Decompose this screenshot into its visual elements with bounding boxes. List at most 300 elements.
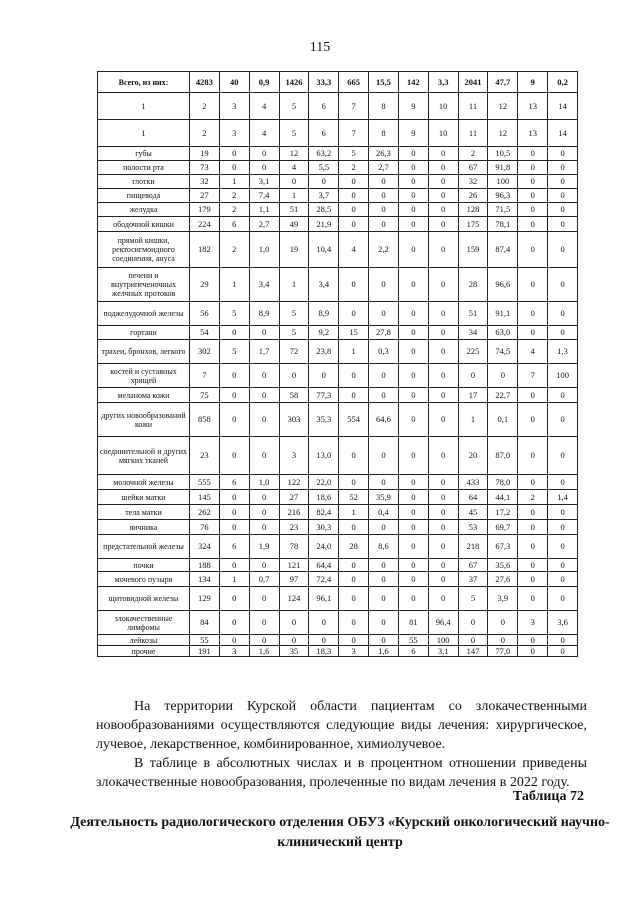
value-cell: 0 [398,572,428,587]
value-cell: 0 [548,388,578,403]
value-cell: 0 [339,388,369,403]
value-cell: 5 [458,587,488,611]
value-cell: 0 [339,217,369,232]
value-cell: 23 [279,520,309,535]
value-cell: 0 [219,437,249,475]
value-cell: 0 [398,217,428,232]
value-cell: 2,2 [369,232,399,268]
value-cell: 0 [398,203,428,217]
value-cell: 73 [190,161,220,175]
value-cell: 0 [428,268,458,302]
value-cell: 0 [518,559,548,572]
value-cell: 0,9 [249,72,279,93]
value-cell: 0 [339,587,369,611]
value-cell: 0 [309,175,339,189]
value-cell: 91,8 [488,161,518,175]
page-number: 115 [309,40,331,55]
table-row [98,189,578,203]
value-cell: 23,8 [309,340,339,364]
value-cell: 3,4 [309,268,339,302]
value-cell: 0 [369,175,399,189]
treatment-table [97,71,578,657]
value-cell: 37 [458,572,488,587]
value-cell: 5,5 [309,161,339,175]
value-cell: 0 [548,175,578,189]
value-cell: 52 [339,490,369,505]
value-cell: 64 [458,490,488,505]
value-cell: 0 [518,475,548,490]
value-cell: 0 [398,437,428,475]
value-cell: 87,4 [488,232,518,268]
value-cell: 0 [219,364,249,388]
row-label-cell: злокачественные лимфомы [98,611,190,635]
value-cell: 21,9 [309,217,339,232]
value-cell: 13 [518,93,548,120]
value-cell: 26 [458,189,488,203]
value-cell: 55 [190,635,220,646]
value-cell: 858 [190,403,220,437]
value-cell: 10,5 [488,147,518,161]
value-cell: 216 [279,505,309,520]
value-cell: 0 [339,572,369,587]
table-row [98,302,578,326]
value-cell: 0 [518,505,548,520]
value-cell: 0 [428,147,458,161]
row-label-cell: гортани [98,326,190,340]
table-row [98,203,578,217]
value-cell: 5 [279,326,309,340]
value-cell: 7 [339,93,369,120]
value-cell: 91,1 [488,302,518,326]
value-cell: 0 [458,635,488,646]
row-label-cell: Всего, из них: [98,72,190,93]
value-cell: 96,6 [488,268,518,302]
value-cell: 0 [428,175,458,189]
value-cell: 0 [518,535,548,559]
value-cell: 26,3 [369,147,399,161]
value-cell: 1,7 [249,340,279,364]
value-cell: 35,6 [488,559,518,572]
value-cell: 0 [369,611,399,635]
value-cell: 3,9 [488,587,518,611]
value-cell: 22,7 [488,388,518,403]
value-cell: 2 [458,147,488,161]
value-cell: 10 [428,93,458,120]
value-cell: 0 [219,611,249,635]
value-cell: 15 [339,326,369,340]
row-label-cell: шейки матки [98,490,190,505]
table-row [98,147,578,161]
value-cell: 0 [548,232,578,268]
value-cell: 0 [249,364,279,388]
value-cell: 12 [279,147,309,161]
value-cell: 142 [398,72,428,93]
value-cell: 0 [339,302,369,326]
value-cell: 0 [398,475,428,490]
value-cell: 11 [458,93,488,120]
value-cell: 0 [398,364,428,388]
value-cell: 0 [398,302,428,326]
value-cell: 100 [428,635,458,646]
value-cell: 555 [190,475,220,490]
value-cell: 0 [548,520,578,535]
value-cell: 40 [219,72,249,93]
value-cell: 0 [249,490,279,505]
value-cell: 1 [279,189,309,203]
value-cell: 0 [548,302,578,326]
value-cell: 0 [548,268,578,302]
value-cell: 0 [518,189,548,203]
value-cell: 54 [190,326,220,340]
value-cell: 2,7 [249,217,279,232]
value-cell: 96,4 [428,611,458,635]
value-cell: 2041 [458,72,488,93]
table-row [98,268,578,302]
value-cell: 0 [428,520,458,535]
value-cell: 0 [369,635,399,646]
value-cell: 0 [518,326,548,340]
value-cell: 22,0 [309,475,339,490]
value-cell: 14 [548,120,578,147]
value-cell: 2 [518,490,548,505]
value-cell: 0 [369,268,399,302]
value-cell: 27 [279,490,309,505]
value-cell: 3,4 [249,268,279,302]
value-cell: 182 [190,232,220,268]
value-cell: 0 [548,535,578,559]
value-cell: 0 [339,364,369,388]
value-cell: 0 [339,268,369,302]
value-cell: 6 [219,475,249,490]
value-cell: 0 [369,437,399,475]
value-cell: 1426 [279,72,309,93]
value-cell: 1 [98,120,190,147]
row-label-cell: других новообразований кожи [98,403,190,437]
value-cell: 0 [339,611,369,635]
value-cell: 0 [339,437,369,475]
value-cell: 24,0 [309,535,339,559]
value-cell: 0 [428,388,458,403]
value-cell: 0 [518,232,548,268]
value-cell: 0 [249,437,279,475]
value-cell: 3,6 [548,611,578,635]
value-cell: 3,1 [428,646,458,657]
value-cell: 47,7 [488,72,518,93]
value-cell: 191 [190,646,220,657]
value-cell: 44,1 [488,490,518,505]
value-cell: 0 [339,559,369,572]
row-label-cell: желудка [98,203,190,217]
value-cell: 0 [369,572,399,587]
table-row-column-numbers [98,93,578,120]
value-cell: 71,5 [488,203,518,217]
value-cell: 0 [548,217,578,232]
value-cell: 124 [279,587,309,611]
value-cell: 0 [428,475,458,490]
value-cell: 0 [339,189,369,203]
value-cell: 4 [279,161,309,175]
value-cell: 0 [518,403,548,437]
value-cell: 7,4 [249,189,279,203]
value-cell: 78,1 [488,217,518,232]
value-cell: 67,3 [488,535,518,559]
table-row-total [98,72,578,93]
value-cell: 0 [398,232,428,268]
row-label-cell: щитовидной железы [98,587,190,611]
value-cell: 0 [398,189,428,203]
value-cell: 6 [219,217,249,232]
value-cell: 63,0 [488,326,518,340]
value-cell: 1,4 [548,490,578,505]
value-cell: 0 [428,232,458,268]
section-title: Деятельность радиологического отделения ОБУЗ «Курский онкологический научно-клинический центр [70,815,610,850]
value-cell: 0 [398,505,428,520]
value-cell: 17 [458,388,488,403]
value-cell: 72 [279,340,309,364]
value-cell: 554 [339,403,369,437]
value-cell: 13 [518,120,548,147]
value-cell: 0 [548,161,578,175]
value-cell: 159 [458,232,488,268]
table-row [98,232,578,268]
value-cell: 2 [190,120,220,147]
table-row [98,326,578,340]
value-cell: 8,9 [309,302,339,326]
value-cell: 0 [548,559,578,572]
value-cell: 0 [249,505,279,520]
value-cell: 0 [428,437,458,475]
value-cell: 0 [398,326,428,340]
value-cell: 218 [458,535,488,559]
value-cell: 0 [249,559,279,572]
value-cell: 0 [398,175,428,189]
value-cell: 4 [249,120,279,147]
value-cell: 0 [398,587,428,611]
value-cell: 0 [428,403,458,437]
value-cell: 0 [369,364,399,388]
value-cell: 0,2 [548,72,578,93]
value-cell: 4 [339,232,369,268]
value-cell: 1 [339,340,369,364]
value-cell: 1 [219,268,249,302]
value-cell: 0 [249,326,279,340]
value-cell: 0 [488,611,518,635]
value-cell: 0 [428,505,458,520]
value-cell: 14 [548,93,578,120]
value-cell: 5 [279,93,309,120]
value-cell: 0 [398,340,428,364]
paragraph-table-description: В таблице в абсолютных числах и в процентном отношении приведены злокачественные новообразования, пролеченные по видам лечения в 2022 году. [96,756,587,790]
table-row [98,364,578,388]
value-cell: 5 [279,302,309,326]
value-cell: 0 [488,635,518,646]
table-row [98,217,578,232]
value-cell: 147 [458,646,488,657]
value-cell: 33,3 [309,72,339,93]
value-cell: 3,3 [428,72,458,93]
value-cell: 2 [219,232,249,268]
value-cell: 2 [219,189,249,203]
row-label-cell: мочевого пузыря [98,572,190,587]
value-cell: 8,9 [249,302,279,326]
table-row [98,475,578,490]
value-cell: 0 [249,161,279,175]
row-label-cell: яичника [98,520,190,535]
value-cell: 3 [518,611,548,635]
table-row [98,587,578,611]
row-label-cell: ободочной кишки [98,217,190,232]
value-cell: 0 [339,475,369,490]
value-cell: 1,0 [249,232,279,268]
value-cell: 9 [518,72,548,93]
value-cell: 76 [190,520,220,535]
value-cell: 0 [398,490,428,505]
row-label-cell: костей и суставных хрящей [98,364,190,388]
value-cell: 0 [518,161,548,175]
value-cell: 0 [279,635,309,646]
value-cell: 30,3 [309,520,339,535]
value-cell: 0 [279,364,309,388]
table-row [98,340,578,364]
value-cell: 7 [190,364,220,388]
value-cell: 3 [279,437,309,475]
value-cell: 224 [190,217,220,232]
value-cell: 12 [488,93,518,120]
table-row [98,611,578,635]
value-cell: 433 [458,475,488,490]
value-cell: 0 [219,388,249,403]
value-cell: 1,9 [249,535,279,559]
value-cell: 0 [369,217,399,232]
value-cell: 32 [190,175,220,189]
row-label-cell: соединительной и других мягких тканей [98,437,190,475]
table-row [98,437,578,475]
value-cell: 0 [548,203,578,217]
value-cell: 18,3 [309,646,339,657]
value-cell: 5 [339,147,369,161]
row-label-cell: пищевода [98,189,190,203]
value-cell: 0 [339,175,369,189]
row-label-cell: трахеи, бронхов, легкого [98,340,190,364]
value-cell: 55 [398,635,428,646]
value-cell: 53 [458,520,488,535]
value-cell: 84 [190,611,220,635]
value-cell: 0 [518,203,548,217]
value-cell: 1,3 [548,340,578,364]
table-row [98,388,578,403]
value-cell: 0 [428,364,458,388]
value-cell: 262 [190,505,220,520]
table-row [98,559,578,572]
value-cell: 64,4 [309,559,339,572]
value-cell: 0 [279,175,309,189]
value-cell: 0 [518,302,548,326]
value-cell: 0 [548,587,578,611]
value-cell: 0 [219,587,249,611]
value-cell: 0 [428,587,458,611]
value-cell: 3,1 [249,175,279,189]
value-cell: 0 [369,203,399,217]
table-row-column-numbers [98,120,578,147]
value-cell: 0 [339,635,369,646]
value-cell: 0 [398,147,428,161]
row-label-cell: печени и внутрипеченочных желчных протоков [98,268,190,302]
value-cell: 1,6 [369,646,399,657]
value-cell: 35,3 [309,403,339,437]
paragraph-treatment-types: На территории Курской области пациентам со злокачественными новообразованиями осуществляются следующие виды лечения: хирургическое, лучевое, лекарственное, комбинированное, химиолучевое. [96,699,587,752]
value-cell: 0 [339,520,369,535]
table-row [98,635,578,646]
value-cell: 4 [249,93,279,120]
value-cell: 12 [488,120,518,147]
value-cell: 6 [309,120,339,147]
value-cell: 0 [219,635,249,646]
value-cell: 1 [339,505,369,520]
value-cell: 56 [190,302,220,326]
value-cell: 28 [458,268,488,302]
value-cell: 1 [219,572,249,587]
value-cell: 0 [219,161,249,175]
value-cell: 0 [249,520,279,535]
value-cell: 75 [190,388,220,403]
value-cell: 225 [458,340,488,364]
value-cell: 5 [219,340,249,364]
value-cell: 9 [398,120,428,147]
value-cell: 0 [518,635,548,646]
row-label-cell: предстательной железы [98,535,190,559]
table-label: Таблица 72 [512,789,584,804]
value-cell: 8 [369,93,399,120]
value-cell: 0 [518,587,548,611]
value-cell: 6 [309,93,339,120]
value-cell: 0 [309,611,339,635]
value-cell: 3 [339,646,369,657]
value-cell: 45 [458,505,488,520]
value-cell: 0 [548,147,578,161]
value-cell: 67 [458,559,488,572]
value-cell: 0 [428,217,458,232]
value-cell: 72,4 [309,572,339,587]
value-cell: 1,1 [249,203,279,217]
value-cell: 35 [279,646,309,657]
value-cell: 0 [219,490,249,505]
value-cell: 0 [219,559,249,572]
value-cell: 78 [279,535,309,559]
value-cell: 2 [219,203,249,217]
table-row [98,403,578,437]
value-cell: 0 [518,268,548,302]
value-cell: 0 [219,403,249,437]
value-cell: 0,7 [249,572,279,587]
row-label-cell: прямой кишки, ректосигмоидного соединения, ануса [98,232,190,268]
value-cell: 0 [548,505,578,520]
value-cell: 69,7 [488,520,518,535]
value-cell: 302 [190,340,220,364]
value-cell: 3 [219,646,249,657]
row-label-cell: полости рта [98,161,190,175]
value-cell: 0 [428,203,458,217]
value-cell: 96,1 [309,587,339,611]
value-cell: 188 [190,559,220,572]
table-row [98,505,578,520]
value-cell: 0 [369,388,399,403]
value-cell: 15,5 [369,72,399,93]
row-label-cell: тела матки [98,505,190,520]
value-cell: 100 [548,364,578,388]
value-cell: 96,3 [488,189,518,203]
value-cell: 13,0 [309,437,339,475]
value-cell: 0 [369,587,399,611]
